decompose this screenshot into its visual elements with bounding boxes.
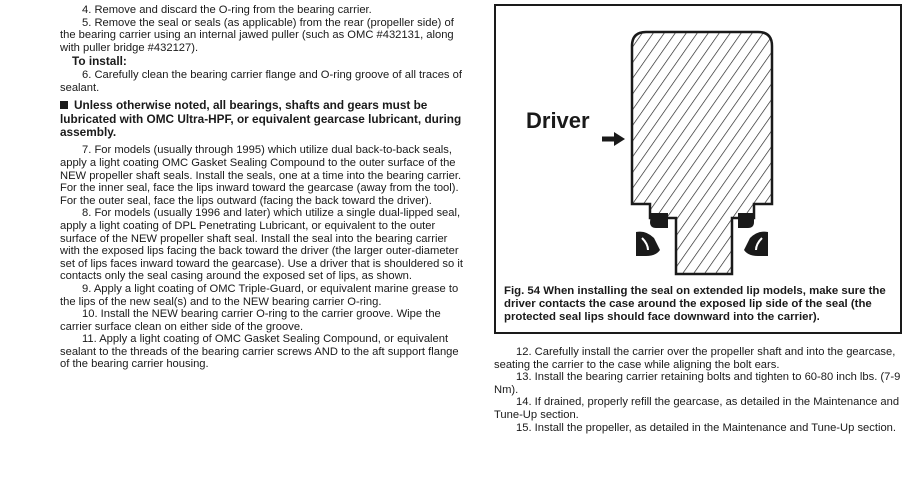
step-14: 14. If drained, properly refill the gearcase, as detailed in the Maintenance and Tune-Up section. [494,396,900,421]
seal-right-icon [738,213,768,256]
lubrication-note [60,99,468,139]
step-7: 7. For models (usually through 1995) which utilize dual back-to-back seals, apply a light coating OMC Gasket Sealing Compound to the outer surface of the NEW propeller shaft seals. Install the seals, one at a time into the bearing carrier. For the inner seal, face the lips inward toward the gearcase (away from the tool). For the outer seal, face the lips outward (facing the back toward the driver). [60,144,462,207]
seal-driver-illustration [496,6,900,332]
step-8: 8. For models (usually 1996 and later) which utilize a single dual-lipped seal, apply a light coating of DPL Penetrating Lubricant, or equivalent to the outer surface of the NEW propeller shaft seal. Install the seal into the bearing carrier with the exposed lips facing the back toward the driver (the larger outer-diameter set of lips faces inward toward the gearcase). Use a driver that is shouldered so it contacts only the seal casing around the exposed set of lips, as shown. [60,207,463,283]
step-15: 15. Install the propeller, as detailed in the Maintenance and Tune-Up section. [516,421,896,434]
driver-arrow-icon [602,132,625,146]
lubrication-note-text: Unless otherwise noted, all bearings, shafts and gears must be lubricated with OMC Ultra-HPF, or equivalent gearcase lubricant, during assembly. [60,98,462,139]
bullet-square-icon [60,101,68,109]
step-4: 4. Remove and discard the O-ring from the bearing carrier. [82,4,372,16]
step-5: 5. Remove the seal or seals (as applicable) from the rear (propeller side) of the bearing carrier using an internal jawed puller (such as OMC #432131, along with puller bridge #432127). [60,16,454,54]
right-column [494,4,906,434]
left-column [60,4,468,371]
step-13: 13. Install the bearing carrier retaining bolts and tighten to 60-80 inch lbs. (7-9 Nm). [494,371,901,396]
step-9: 9. Apply a light coating of OMC Triple-Guard, or equivalent marine grease to the lips of the new seal(s) and to the NEW bearing carrier O-ring. [60,282,459,308]
driver-label: Driver [526,108,590,133]
install-heading: To install: [72,54,127,69]
step-10: 10. Install the NEW bearing carrier O-ring to the carrier groove. Wipe the carrier surface clean on either side of the groove. [60,308,441,333]
seal-left-icon [636,213,668,256]
right-steps [494,346,906,434]
step-6: 6. Carefully clean the bearing carrier flange and O-ring groove of all traces of sealant. [60,68,462,94]
figure-54 [494,4,902,334]
figure-caption: Fig. 54 When installing the seal on extended lip models, make sure the driver contacts the case around the exposed lip side of the seal (the protected seal lips should face downward into the carrier). [504,285,886,323]
step-12: 12. Carefully install the carrier over the propeller shaft and into the gearcase, seating the carrier to the case while aligning the bolt ears. [494,346,896,371]
step-11: 11. Apply a light coating of OMC Gasket Sealing Compound, or equivalent sealant to the threads of the bearing carrier screws AND to the aft support flange of the bearing carrier housing. [60,333,459,371]
